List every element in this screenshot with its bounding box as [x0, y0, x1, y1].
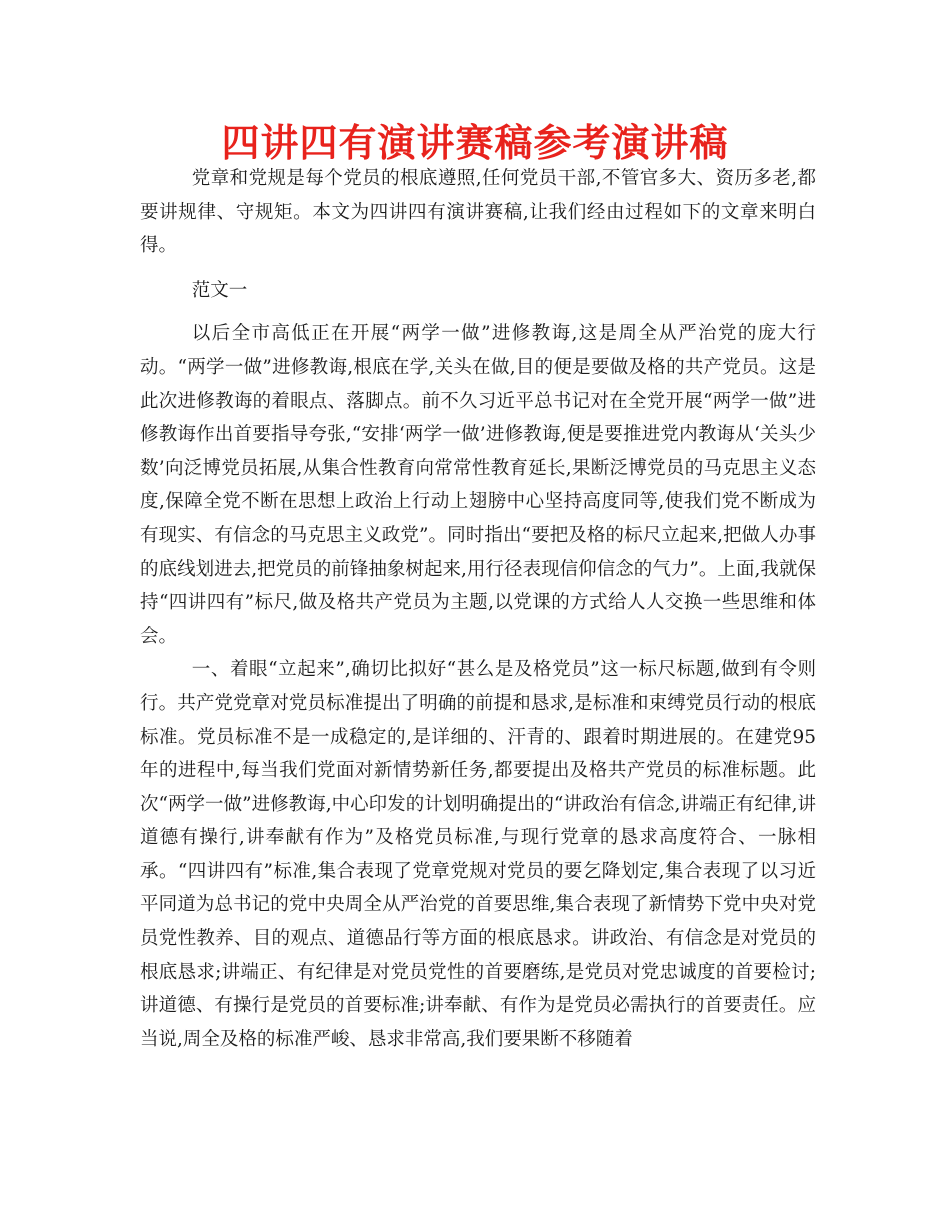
- body-paragraph: 以后全市高低正在开展“两学一做”进修教诲,这是周全从严治党的庞大行动。“两学一做”进修教诲,根底在学,关头在做,目的便是要做及格的共产党员。这是此次进修教诲的着眼点、落脚点。前不久习近平总书记对在全党开展“两学一做”进修教诲作出首要指导夸张,“安排‘两学一做’进修教诲,便是要推进党内教诲从‘关头少数’向泛博党员拓展,从集合性教育向常常性教育延长,果断泛博党员的马克思主义态度,保障全党不断在思想上政治上行动上翅膀中心坚持高度同等,使我们党不断成为有现实、有信念的马克思主义政党”。同时指出“要把及格的标尺立起来,把做人办事的底线划进去,把党员的前锋抽象树起来,用行径表现信仰信念的气力”。上面,我就保持“四讲四有”标尺,做及格共产党员为主题,以党课的方式给人人交换一些思维和体会。: [140, 323, 816, 647]
- document-body: [140, 162, 816, 1056]
- section-label: 范文一: [191, 279, 248, 301]
- document-title: 四讲四有演讲赛稿参考演讲稿: [221, 121, 729, 165]
- body-paragraph: 一、着眼“立起来”,确切比拟好“甚么是及格党员”这一标尺标题,做到有令则行。共产党党章对党员标准提出了明确的前提和恳求,是标准和束缚党员行动的根底标准。党员标准不是一成稳定的,是详细的、汗青的、跟着时期进展的。在建党95年的进程中,每当我们党面对新情势新任务,都要提出及格共产党员的标准标题。此次“两学一做”进修教诲,中心印发的计划明确提出的“讲政治有信念,讲端正有纪律,讲道德有操行,讲奉献有作为”及格党员标准,与现行党章的恳求高度符合、一脉相承。“四讲四有”标准,集合表现了党章党规对党员的要乞降划定,集合表现了以习近平同道为总书记的党中央周全从严治党的首要思维,集合表现了新情势下党中央对党员党性教养、目的观点、道德品行等方面的根底恳求。讲政治、有信念是对党员的根底恳求;讲端正、有纪律是对党员党性的首要磨练,是党员对党忠诚度的首要检讨;讲道德、有操行是党员的首要标准;讲奉献、有作为是党员必需执行的首要责任。应当说,周全及格的标准严峻、恳求非常高,我们要果断不移随着: [140, 659, 816, 1050]
- intro-paragraph: 党章和党规是每个党员的根底遵照,任何党员干部,不管官多大、资历多老,都要讲规律、守规矩。本文为四讲四有演讲赛稿,让我们经由过程如下的文章来明白得。: [140, 168, 816, 257]
